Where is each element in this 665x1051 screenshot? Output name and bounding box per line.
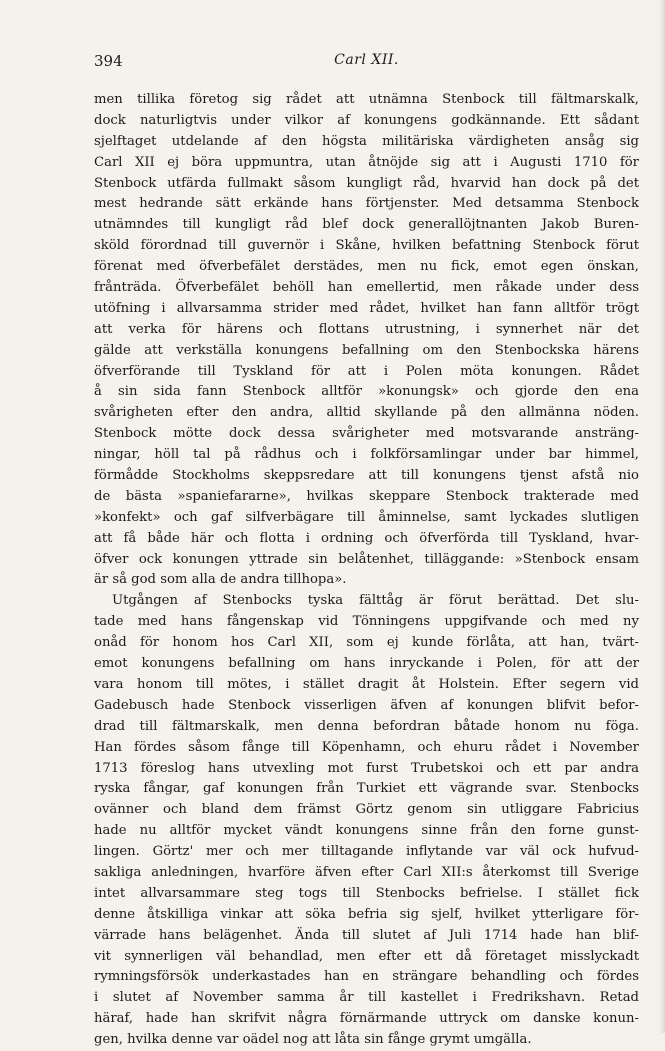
text-line: vara honom till mötes, i stället dragit åt Holstein. Efter segern vid: [94, 676, 639, 692]
text-line: de bästa »spaniefararne», hvilkas skeppare Stenbock trakterade med: [94, 488, 639, 504]
text-line: Stenbock utfärda fullmakt såsom kungligt råd, hvarvid han dock på det: [94, 175, 639, 191]
text-line: frånträda. Öfverbefälet behöll han emellertid, men råkade under dess: [94, 280, 639, 296]
text-line: förmådde Stockholms skeppsredare att till konungens tjenst afstå nio: [94, 468, 639, 484]
text-line: ovänner och bland dem främst Görtz genom sin utliggare Fabricius: [94, 802, 639, 818]
text-line: Han fördes såsom fånge till Köpenhamn, och ehuru rådet i November: [94, 739, 639, 755]
body-text: [94, 90, 639, 1051]
text-line: förenat med öfverbefälet derstädes, men nu fick, emot egen önskan,: [94, 259, 639, 275]
text-line: sakliga anledningen, hvarföre äfven efter Carl XII:s återkomst till Sverige: [94, 864, 639, 880]
text-line: dock naturligtvis under vilkor af konungens godkännande. Ett sådant: [94, 112, 639, 128]
text-line: värrade hans belägenhet. Ända till slutet af Juli 1714 hade han blif-: [94, 927, 639, 943]
text-line: mest hedrande sätt erkände hans förtjenster. Med detsamma Stenbock: [94, 196, 639, 212]
running-head: [94, 50, 639, 74]
text-line: onåd för honom hos Carl XII, som ej kunde förlåta, att han, tvärt-: [94, 635, 639, 651]
text-line: gen, hvilka denne var oädel nog att låta sin fånge grymt umgälla.: [94, 1032, 532, 1048]
text-line: å sin sida fann Stenbock alltför »konungsk» och gjorde den ena: [94, 384, 639, 400]
text-line: sköld förordnad till guvernör i Skåne, hvilken befattning Stenbock förut: [94, 238, 639, 254]
text-line: Utgången af Stenbocks tyska fälttåg är förut berättad. Det slu-: [112, 593, 639, 609]
text-line: gälde att verkställa konungens befallning om den Stenbockska härens: [94, 342, 639, 358]
text-line: Stenbock mötte dock dessa svårigheter med motsvarande ansträng-: [94, 426, 639, 442]
text-line: att verka för härens och flottans utrustning, i synnerhet när det: [94, 321, 639, 337]
text-line: emot konungens befallning om hans inryckande i Polen, för att der: [94, 656, 639, 672]
running-head-title: Carl XII.: [334, 52, 399, 68]
text-line: häraf, hade han skrifvit några förnärmande uttryck om danske konun-: [94, 1011, 639, 1027]
text-line: vit synnerligen väl behandlad, men efter ett då företaget misslyckadt: [94, 948, 639, 964]
text-line: att få både här och flotta i ordning och öfverförda till Tyskland, hvar-: [94, 530, 639, 546]
text-line: öfverförande till Tyskland för att i Polen möta konungen. Rådet: [94, 363, 639, 379]
text-line: ryska fångar, gaf konungen från Turkiet ett vägrande svar. Stenbocks: [94, 781, 639, 797]
text-line: ningar, höll tal på rådhus och i folkförsamlingar under bar himmel,: [94, 447, 639, 463]
text-line: i slutet af November samma år till kastellet i Fredrikshavn. Retad: [94, 990, 639, 1006]
page-edge-shadow: [659, 0, 665, 1033]
text-line: rymningsförsök underkastades han en strängare behandling och fördes: [94, 969, 639, 985]
text-line: intet allvarsammare steg togs till Stenbocks befrielse. I stället fick: [94, 885, 639, 901]
text-line: men tillika företog sig rådet att utnämna Stenbock till fältmarskalk,: [94, 92, 639, 107]
text-line: utöfning i allvarsamma strider med rådet, hvilket han fann alltför trögt: [94, 300, 639, 316]
text-line: är så god som alla de andra tillhopa».: [94, 572, 347, 588]
text-line: »konfekt» och gaf silfverbägare till åminnelse, samt lyckades slutligen: [94, 509, 639, 525]
text-line: tade med hans fångenskap vid Tönningens uppgifvande och med ny: [94, 614, 639, 630]
text-line: Gadebusch hade Stenbock visserligen äfven af konungen blifvit befor-: [94, 697, 639, 713]
text-line: öfver ock konungen yttrade sin belåtenhet, tilläggande: »Stenbock ensam: [94, 551, 639, 567]
text-line: lingen. Görtz' mer och mer tilltagande inflytande var väl ock hufvud-: [94, 844, 639, 860]
page-number: 394: [94, 52, 123, 70]
text-line: drad till fältmarskalk, men denna befordran båtade honom nu föga.: [94, 718, 639, 734]
text-line: 1713 föreslog hans utvexling mot furst Trubetskoi och ett par andra: [94, 760, 639, 776]
text-line: Carl XII ej böra uppmuntra, utan åtnöjde sig att i Augusti 1710 för: [94, 154, 639, 170]
text-line: hade nu alltför mycket vändt konungens sinne från den forne gunst-: [94, 823, 639, 839]
text-line: sjelftaget utdelande af den högsta militäriska värdigheten ansåg sig: [94, 133, 639, 149]
text-line: utnämndes till kungligt råd blef dock generallöjtnanten Jakob Buren-: [94, 217, 639, 233]
text-line: denne åtskilliga vinkar att söka befria sig sjelf, hvilket ytterligare för-: [94, 906, 639, 922]
text-line: svårigheten efter den andra, alltid skyllande på den allmänna nöden.: [94, 405, 639, 421]
